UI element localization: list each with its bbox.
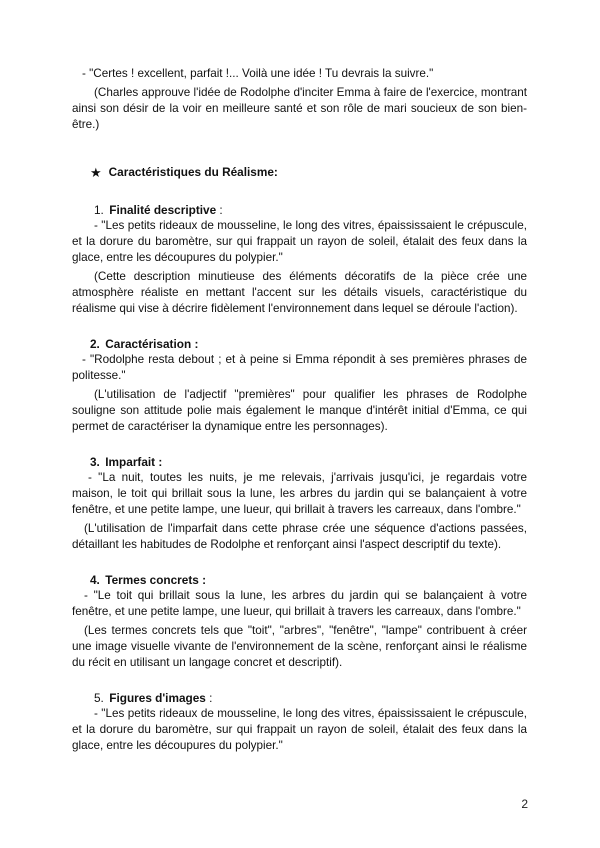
section-title: Imparfait : xyxy=(105,455,163,469)
section-title: Figures d'images xyxy=(109,691,206,705)
section-quote: - "Les petits rideaux de mousseline, le long des vitres, épaississaient le crépuscule, et la dorure du baromètre, sur qui frappait un rayon de soleil, étalait des feux dans la glace, entre les découpures du polypier." xyxy=(72,707,527,752)
section-note: (Les termes concrets tels que "toit", "arbres", "fenêtre", "lampe" contribuent à créer une image visuelle vivante de l'environnement de la scène, renforçant ainsi le réalisme du récit en utilisant un langage concret et descriptif). xyxy=(72,624,527,669)
document-body xyxy=(72,66,527,754)
section-quote: - "Le toit qui brillait sous la lune, les arbres du jardin qui se balançaient à votre fenêtre, et une petite lampe, une lueur, qui brillait à travers les carreaux, dans l'ombre." xyxy=(72,589,527,618)
section-note: (L'utilisation de l'adjectif "premières" pour qualifier les phrases de Rodolphe souligne son attitude polie mais également le manque d'intérêt initial d'Emma, ce qui permet de caractériser la dynamique entre les personnages). xyxy=(72,388,527,433)
section-title-suffix: : xyxy=(216,203,223,217)
section-heading-4 xyxy=(72,572,527,588)
section-heading-2 xyxy=(72,336,527,352)
section-number: 3. xyxy=(90,455,100,469)
star-icon: ★ xyxy=(90,165,102,180)
section-heading-1 xyxy=(72,202,527,218)
section-note: (Cette description minutieuse des éléments décoratifs de la pièce crée une atmosphère réaliste en mettant l'accent sur les détails visuels, caractéristique du réalisme qui vise à décrire fidèlement l'environnement dans lequel se déroule l'action). xyxy=(72,270,527,315)
page-number: 2 xyxy=(521,797,528,811)
main-heading-text: Caractéristiques du Réalisme: xyxy=(108,165,278,179)
section-heading-5 xyxy=(72,690,527,706)
section-title: Finalité descriptive xyxy=(109,203,217,217)
section-quote: - "La nuit, toutes les nuits, je me relevais, j'arrivais jusqu'ici, je regardais votre maison, le toit qui brillait sous la lune, les arbres du jardin qui se balançaient à votre fenêtre, et une petite lampe, une lueur, qui brillait à travers les carreaux, dans l'ombre." xyxy=(72,471,527,516)
opening-quote: - "Certes ! excellent, parfait !... Voilà une idée ! Tu devrais la suivre." xyxy=(82,67,434,80)
section-heading-3 xyxy=(72,454,527,470)
section-title-suffix: : xyxy=(205,691,213,705)
opening-note: (Charles approuve l'idée de Rodolphe d'inciter Emma à faire de l'exercice, montrant ainsi son désir de la voir en meilleure santé et son rôle de mari soucieux de son bien-être.) xyxy=(72,86,527,131)
main-heading xyxy=(90,164,527,180)
section-quote: - "Les petits rideaux de mousseline, le long des vitres, épaississaient le crépuscule, et la dorure du baromètre, sur qui frappait un rayon de soleil, étalait des feux dans la glace, entre les découpures du polypier." xyxy=(72,219,527,264)
section-title: Termes concrets : xyxy=(105,573,207,587)
section-quote: - "Rodolphe resta debout ; et à peine si Emma répondit à ses premières phrases de politesse." xyxy=(72,353,527,382)
section-number: 2. xyxy=(90,337,100,351)
section-title: Caractérisation : xyxy=(105,337,199,351)
section-number: 5. xyxy=(94,691,104,705)
section-number: 4. xyxy=(90,573,100,587)
section-note: (L'utilisation de l'imparfait dans cette phrase crée une séquence d'actions passées, détaillant les habitudes de Rodolphe et renforçant ainsi l'aspect descriptif du texte). xyxy=(72,522,527,551)
section-number: 1. xyxy=(94,203,104,217)
